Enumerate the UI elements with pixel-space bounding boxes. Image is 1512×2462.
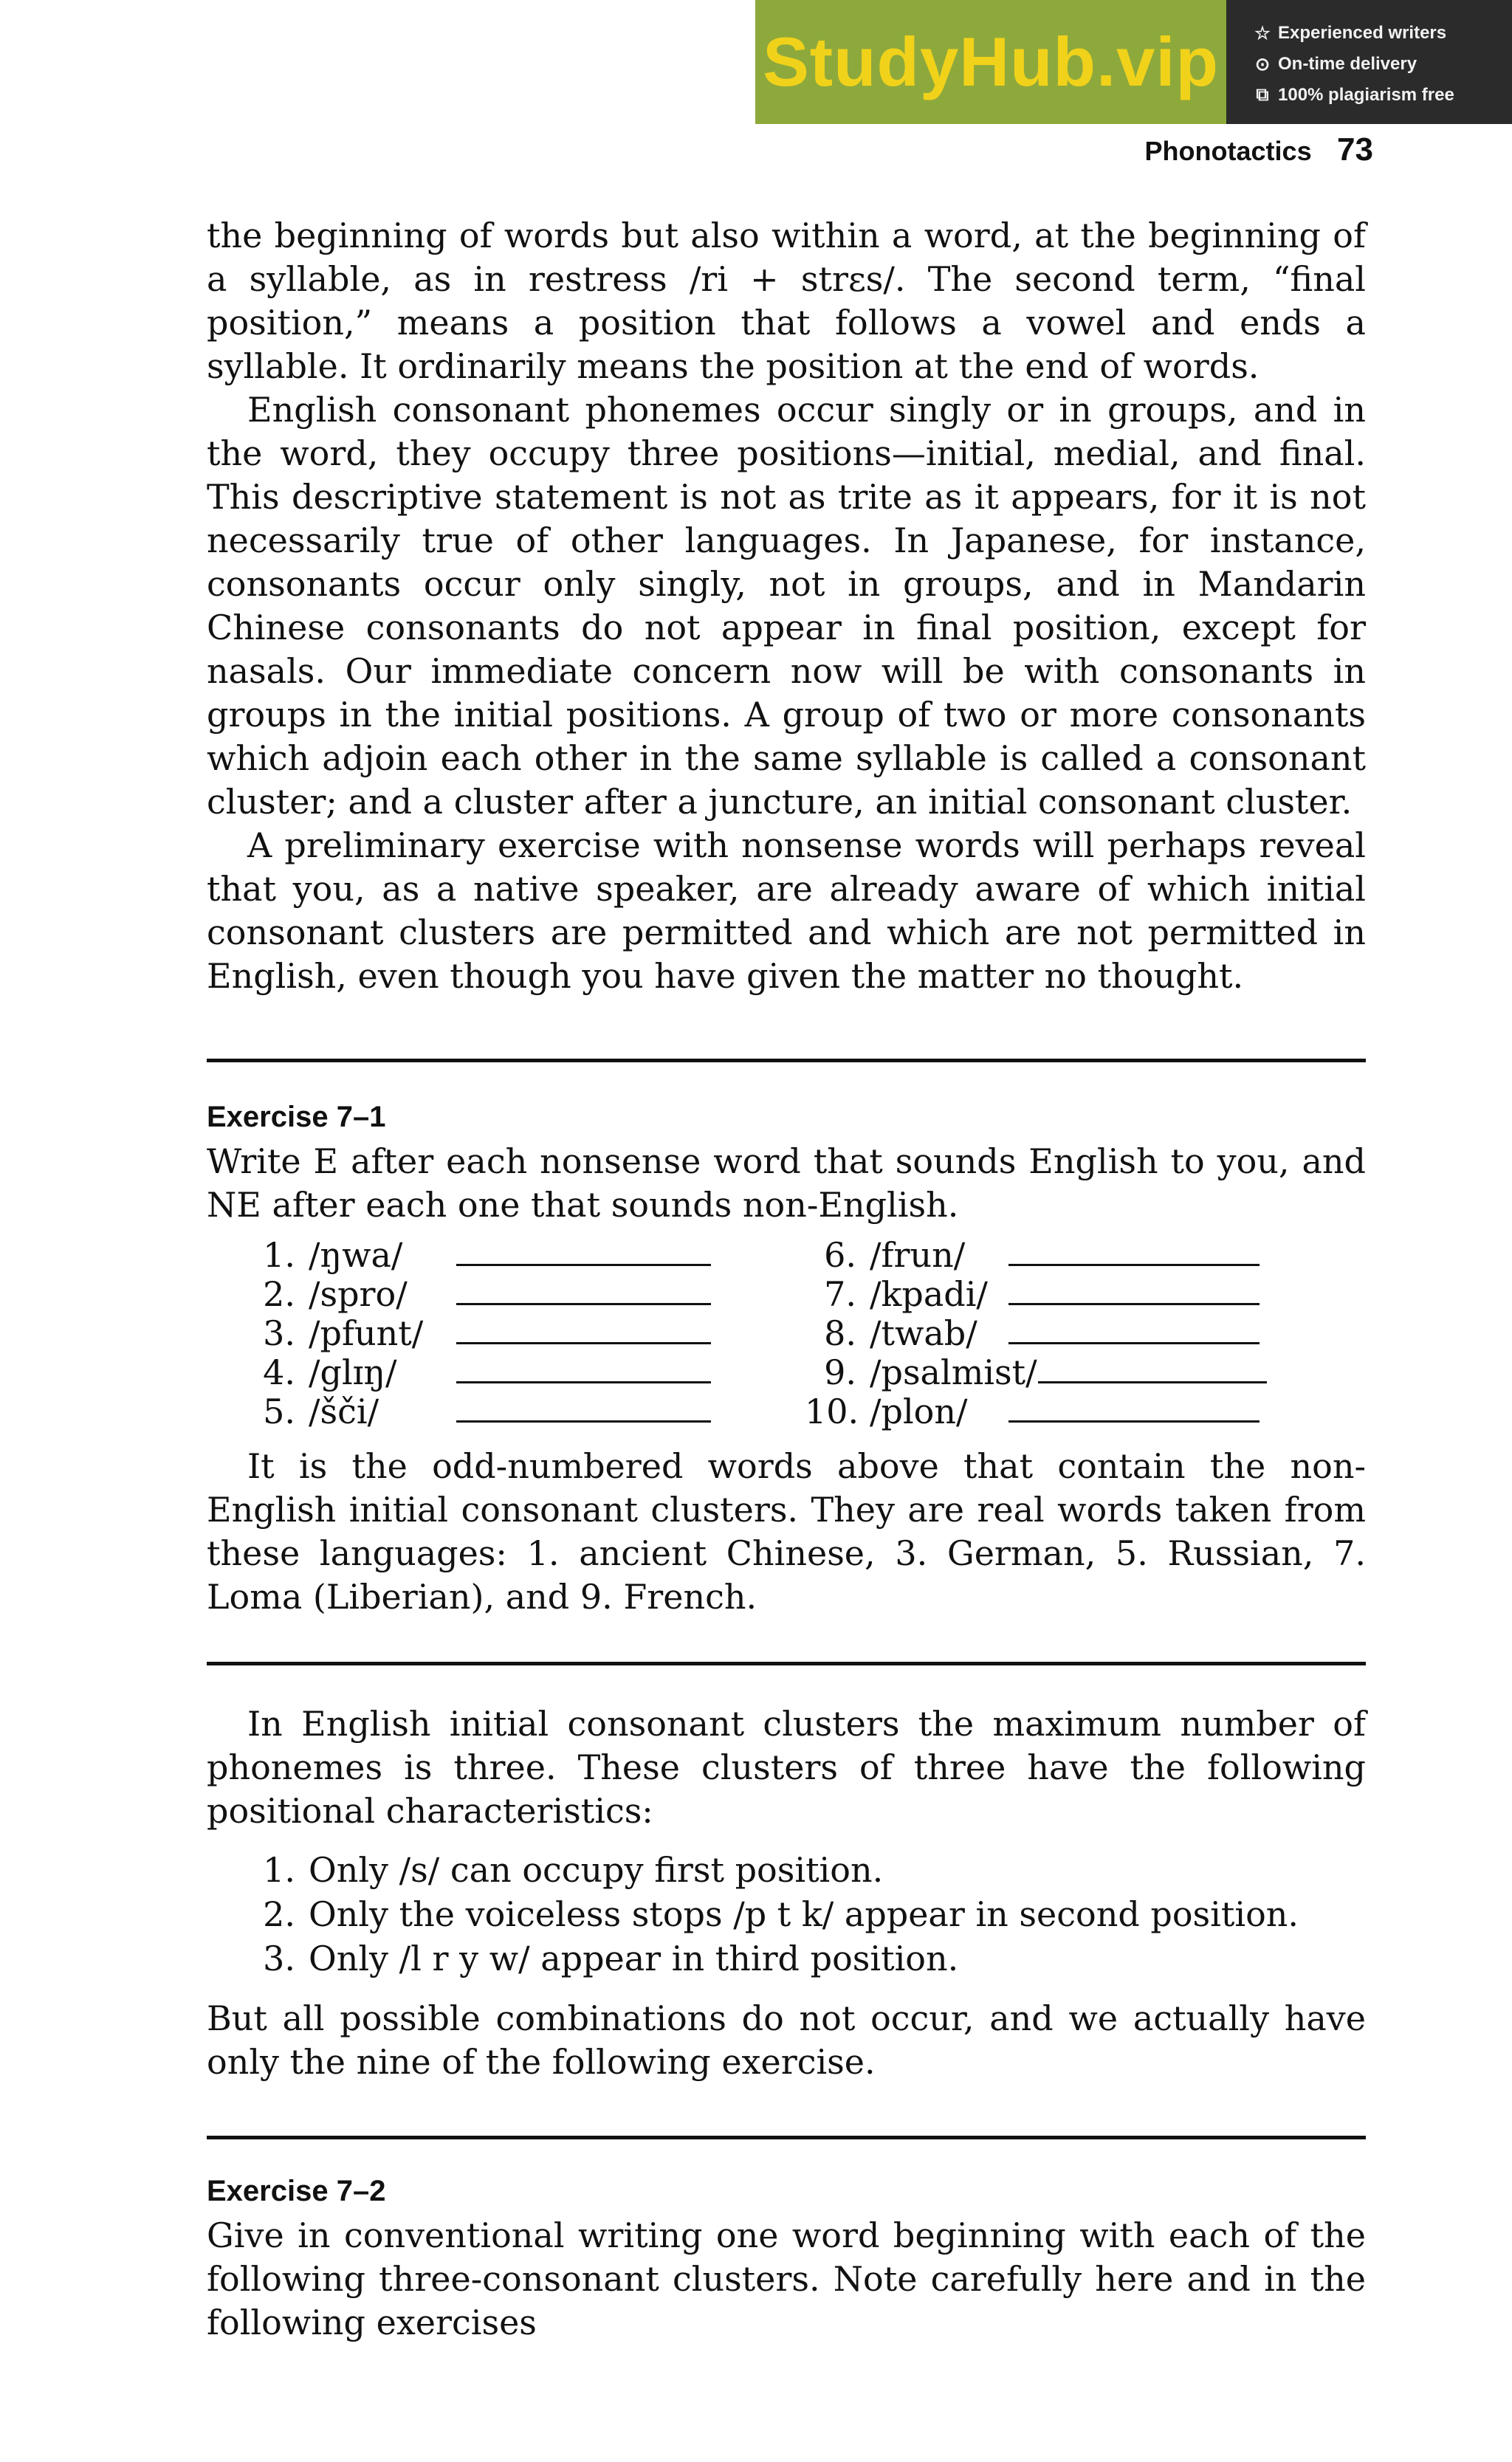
list-item: 3. Only /l r y w/ appear in third position.: [263, 1939, 959, 1978]
answer-blank[interactable]: [1038, 1369, 1267, 1383]
answer-blank[interactable]: [456, 1409, 711, 1423]
list-item: 5. /šči/: [244, 1392, 805, 1431]
list-item: 7. /kpadi/: [805, 1275, 1366, 1314]
feature-on-time-delivery: [1253, 49, 1512, 80]
ad-banner[interactable]: [755, 0, 1512, 124]
list-item: 9. /psalmist/: [805, 1353, 1366, 1392]
running-head: [1144, 131, 1373, 168]
paragraph-cluster-intro: In English initial consonant clusters the maximum number of phonemes is three. These clusters of three have the following positional characteristics:: [207, 1704, 1366, 1831]
running-head-title: Phonotactics: [1144, 136, 1312, 166]
feature-label: 100% plagiarism free: [1278, 85, 1454, 105]
list-item: 8. /twab/: [805, 1314, 1366, 1353]
studyhub-logo: StudyHub.vip: [763, 23, 1219, 100]
answer-blank[interactable]: [1008, 1252, 1260, 1266]
clock-icon: ⊙: [1254, 54, 1271, 75]
list-item: 1. Only /s/ can occupy first position.: [263, 1850, 884, 1890]
list-item: 4. /glɪŋ/: [244, 1353, 805, 1392]
section-divider: [207, 1059, 1366, 1062]
exercise-7-1-note: It is the odd-numbered words above that contain the non-English initial consonant clusters. They are real words taken from these languages: 1. ancient Chinese, 3. German, 5. Russian, 7. Loma (Liberian), and 9. French.: [207, 1446, 1366, 1617]
exercise-7-1-instruction: Write E after each nonsense word that sounds English to you, and NE after each one that sounds non-English.: [207, 1141, 1366, 1225]
paragraph-continuation: the beginning of words but also within a word, at the beginning of a syllable, as in restress /ri + strɛs/. The second term, “final position,” means a position that follows a vowel and ends a syllable. It ordinarily means the position at the end of words.: [207, 216, 1366, 386]
page-number: 73: [1337, 131, 1373, 168]
star-icon: ☆: [1254, 23, 1271, 44]
banner-logo-area[interactable]: [755, 0, 1226, 124]
exercise-7-2-instruction: Give in conventional writing one word beginning with each of the following three-consonant clusters. Note carefully here and in the following exercises: [207, 2215, 1366, 2342]
exercise-7-1-title: Exercise 7–1: [207, 1101, 386, 1133]
paragraph-preliminary-exercise: A preliminary exercise with nonsense words will perhaps reveal that you, as a native speaker, are already aware of which initial consonant clusters are permitted and which are not permitted in English, even though you have given the matter no thought.: [207, 825, 1366, 996]
feature-plagiarism-free: [1253, 80, 1512, 111]
word-column-right: [805, 1236, 1366, 1431]
feature-label: On-time delivery: [1278, 54, 1418, 74]
answer-blank[interactable]: [1008, 1330, 1260, 1344]
paragraph-consonant-positions: English consonant phonemes occur singly or in groups, and in the word, they occupy three positions—initial, medial, and final. This descriptive statement is not as trite as it appears, for it is not necessarily true of other languages. In Japanese, for instance, consonants occur only singly, not in groups, and in Mandarin Chinese consonants do not appear in final position, except for nasals. Our immediate concern now will be with consonants in groups in the initial positions. A group of two or more consonants which adjoin each other in the same syllable is called a consonant cluster; and a cluster after a juncture, an initial consonant cluster.: [207, 390, 1366, 822]
copy-icon: ⧉: [1256, 85, 1269, 105]
exercise-7-2-title: Exercise 7–2: [207, 2175, 386, 2207]
section-divider: [207, 1662, 1366, 1665]
answer-blank[interactable]: [456, 1330, 711, 1344]
feature-experienced-writers: [1253, 18, 1512, 49]
section-divider: [207, 2136, 1366, 2139]
page-content: [207, 214, 1366, 2345]
answer-blank[interactable]: [456, 1291, 711, 1305]
positional-rules-list: [244, 1848, 1366, 1981]
list-item: 10. /plon/: [805, 1392, 1366, 1431]
feature-label: Experienced writers: [1278, 23, 1447, 43]
answer-blank[interactable]: [456, 1369, 711, 1383]
answer-blank[interactable]: [456, 1252, 711, 1266]
list-item: 3. /pfunt/: [244, 1314, 805, 1353]
list-item: 1. /ŋwa/: [244, 1236, 805, 1275]
list-item: 6. /frun/: [805, 1236, 1366, 1275]
list-item: 2. Only the voiceless stops /p t k/ appear in second position.: [263, 1894, 1299, 1934]
answer-blank[interactable]: [1008, 1291, 1260, 1305]
paragraph-conclusion: But all possible combinations do not occur, and we actually have only the nine of the following exercise.: [207, 1998, 1366, 2082]
list-item: 2. /spro/: [244, 1275, 805, 1314]
answer-blank[interactable]: [1008, 1409, 1260, 1423]
word-column-left: [244, 1236, 805, 1431]
banner-features: [1226, 0, 1512, 124]
nonsense-word-list: [244, 1236, 1366, 1431]
